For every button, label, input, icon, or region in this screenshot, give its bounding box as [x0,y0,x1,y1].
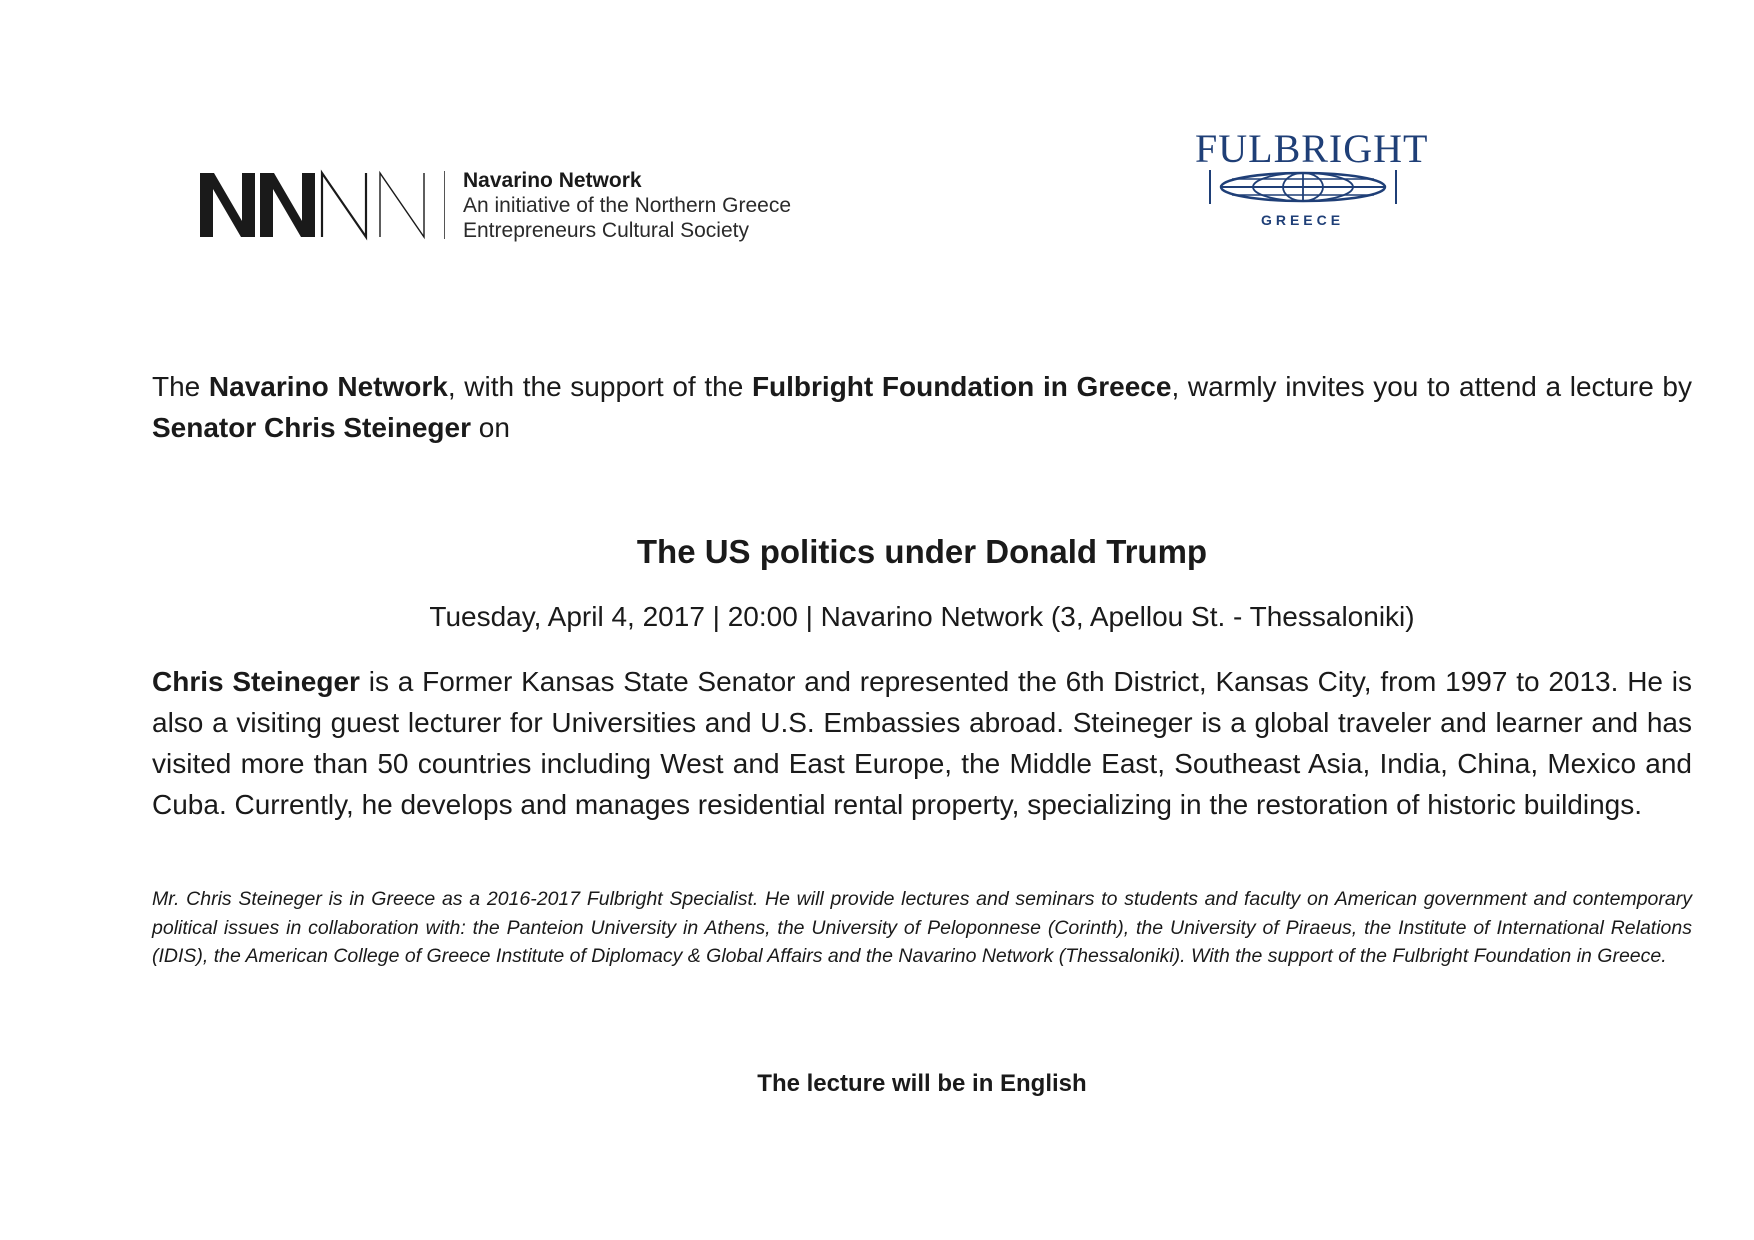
intro-foundation: Fulbright Foundation in Greece [751,371,1172,402]
language-note: The lecture will be in English [757,1070,1087,1097]
intro-text-2: , with the support of the [447,371,752,402]
bio-text: is a Former Kansas State Senator and represented the 6th District, Kansas City, from 1997 to 2013. He is also a visiting guest lecturer for Universities and U.S. Embassies abroad. Steineger is a global traveler and learner and has visited more than 50 countries including West and East Europe, the Middle East, Southeast Asia, India, China, Mexico and Cuba. Currently, he develops and manages residential rental property, specializing in the restoration of historic buildings. [152,666,1692,820]
intro-text-1: The [152,371,209,402]
fulbright-specialist-note: Mr. Chris Steineger is in Greece as a 2016-2017 Fulbright Specialist. He will provide lectures and seminars to students and faculty on American government and contemporary political issues in collaboration with: the Panteion University in Athens, the University of Peloponnese (Corinth), the University of Piraeus, the Institute of International Relations (IDIS), the American College of Greece Institute of Diplomacy & Global Affairs and the Navarino Network (Thessaloniki). With the support of the Fulbright Foundation in Greece. [152,888,1692,967]
speaker-bio [152,661,1692,825]
navarino-network-logo [200,165,791,245]
navarino-logo-name: Navarino Network [463,168,642,192]
navarino-logo-line2: An initiative of the Northern Greece [463,193,792,217]
fulbright-greece-label: GREECE [1260,212,1345,228]
fulbright-greece-logo [1195,126,1429,228]
lecture-date-venue: Tuesday, April 4, 2017 | 20:00 | Navarino Network (3, Apellou St. - Thessaloniki) [429,601,1415,632]
intro-text-3: , warmly invites you to attend a lecture by [1171,371,1693,402]
logo-divider [444,171,445,239]
intro-speaker: Senator Chris Steineger [152,412,471,443]
intro-text-4: on [470,412,510,443]
bio-name: Chris Steineger [152,666,360,697]
globe-icon [1208,170,1398,204]
invitation-intro [152,366,1692,448]
lecture-title: The US politics under Donald Trump [636,533,1208,570]
navarino-nnnn-mark [200,169,440,241]
navarino-logo-text [463,168,791,243]
navarino-logo-line3: Entrepreneurs Cultural Society [463,218,749,242]
intro-org: Navarino Network [208,371,448,402]
fulbright-wordmark: FULBRIGHT [1195,126,1429,171]
